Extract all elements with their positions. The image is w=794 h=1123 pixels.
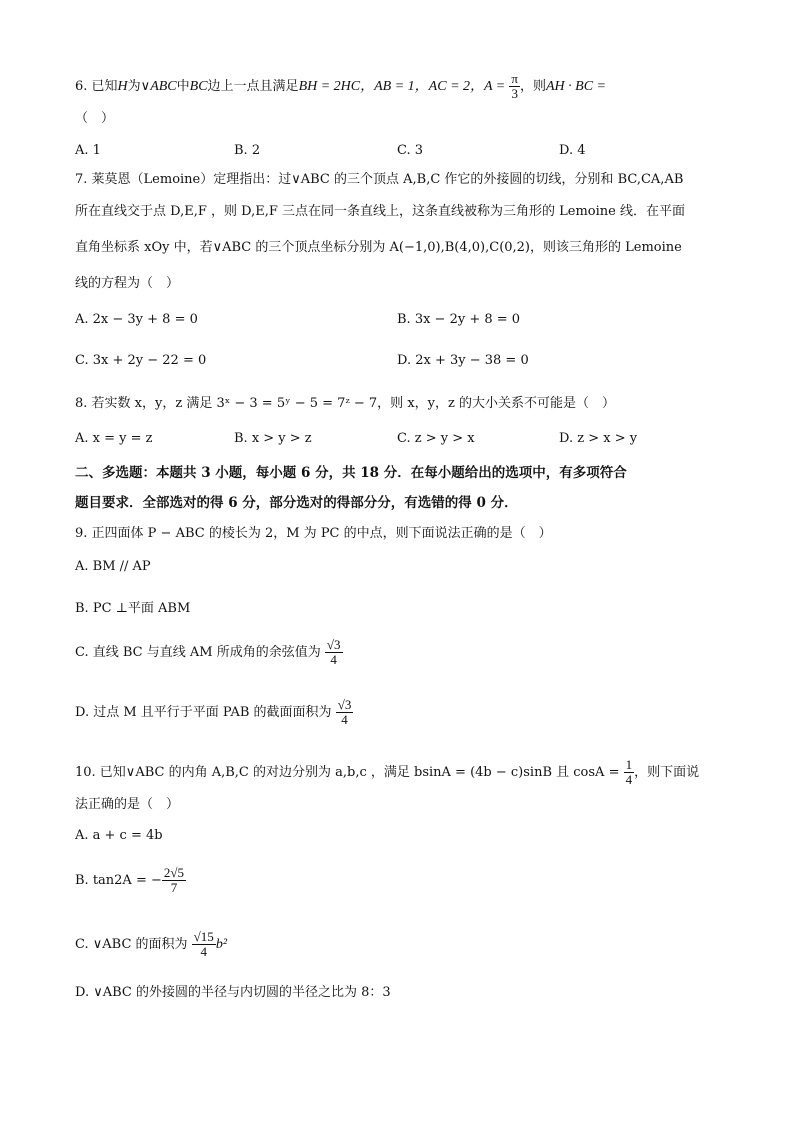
q7-line3: 直角坐标系 xOy 中，若∨ABC 的三个顶点坐标分别为 A(−1,0),B(4,0),C(0,2)，则该三角形的 Lemoine <box>75 240 682 255</box>
q6-text-b: 为∨ <box>127 79 151 94</box>
q9-line1: 9. 正四面体 P − ABC 的棱长为 2，M 为 PC 的中点，则下面说法正确的是（ ） <box>75 526 552 541</box>
q6-triangle: ABC <box>150 79 177 94</box>
q7-option-d: D. 2x + 3y − 38 = 0 <box>397 353 529 368</box>
q6-text-d: 边上一点且满足 <box>207 79 299 94</box>
q10-option-c <box>75 930 227 959</box>
q6-option-c: C. 3 <box>397 143 424 158</box>
q8-option-a: A. x = y = z <box>75 431 153 446</box>
q6-conditions: ，AB = 1，AC = 2，A = <box>360 79 506 94</box>
q9-option-c-den: 4 <box>330 652 337 667</box>
q9-option-c <box>75 638 343 667</box>
q8-option-b: B. x > y > z <box>234 431 312 446</box>
q10-line1 <box>75 758 699 787</box>
q6-vector-eq: BH = 2HC <box>298 79 361 94</box>
q10-cos-num: 1 <box>625 757 633 772</box>
q10-option-c-tail: b² <box>215 937 228 952</box>
q7-option-c: C. 3x + 2y − 22 = 0 <box>75 353 207 368</box>
q7-option-a: A. 2x − 3y + 8 = 0 <box>75 312 198 327</box>
q10-line1-tail: ，则下面说 <box>634 765 700 780</box>
q9-option-d-text: D. 过点 M 且平行于平面 PAB 的截面面积为 <box>75 705 332 720</box>
q10-line2: 法正确的是（ ） <box>75 797 180 812</box>
q9-option-a: A. BM // AP <box>75 559 151 574</box>
q10-option-c-den: 4 <box>200 944 207 959</box>
q9-option-c-fraction <box>325 638 343 667</box>
q6-text-c: 中 <box>176 79 190 94</box>
q6-option-b: B. 2 <box>234 143 261 158</box>
q10-option-c-fraction <box>192 930 216 959</box>
q7-line2: 所在直线交于点 D,E,F ，则 D,E,F 三点在同一条直线上，这条直线被称为三角形的 Lemoine 线．在平面 <box>75 204 685 219</box>
q9-option-d-num: √3 <box>337 697 352 712</box>
q7-line1: 7. 莱莫恩（Lemoine）定理指出：过∨ABC 的三个顶点 A,B,C 作它的外接圆的切线，分别和 BC,CA,AB <box>75 172 684 187</box>
q9-option-d-fraction <box>336 698 354 727</box>
section2-heading-line2: 题目要求．全部选对的得 6 分，部分选对的得部分分，有选错的得 0 分． <box>75 495 518 511</box>
q10-option-b-num: 2√5 <box>163 865 185 880</box>
q10-option-a: A. a + c = 4b <box>75 828 163 843</box>
q6-side: BC <box>189 79 208 94</box>
q10-cos-den: 4 <box>625 772 633 787</box>
q10-line1-text: 10. 已知∨ABC 的内角 A,B,C 的对边分别为 a,b,c ，满足 bsinA = (4b − c)sinB 且 cosA = <box>75 765 620 780</box>
q9-option-b: B. PC ⊥平面 ABM <box>75 601 191 616</box>
q6-point-h: H <box>117 79 128 94</box>
q6-text-a: 6. 已知 <box>75 79 118 94</box>
q10-cos-fraction <box>624 758 635 787</box>
q9-option-c-text: C. 直线 BC 与直线 AM 所成角的余弦值为 <box>75 645 321 660</box>
q6-three: 3 <box>511 86 518 101</box>
q10-option-c-text: C. ∨ABC 的面积为 <box>75 937 188 952</box>
q8-line1: 8. 若实数 x，y，z 满足 3ˣ − 3 = 5ʸ − 5 = 7ᶻ − 7，则 x，y，z 的大小关系不可能是（ ） <box>75 396 615 411</box>
q10-option-b-den: 7 <box>170 880 178 895</box>
q9-option-d <box>75 698 353 727</box>
q8-option-c: C. z > y > x <box>397 431 475 446</box>
q10-option-b-fraction <box>162 866 186 895</box>
q6-dot-product: AH · BC = <box>546 79 606 94</box>
q6-stem <box>75 72 606 101</box>
q10-option-d: D. ∨ABC 的外接圆的半径与内切圆的半径之比为 8：3 <box>75 985 391 1000</box>
q6-tail: ，则 <box>519 79 546 94</box>
q10-option-b-text: B. tan2A = − <box>75 873 162 888</box>
q6-pi: π <box>511 71 518 86</box>
q9-option-d-den: 4 <box>341 712 348 727</box>
q10-option-b <box>75 866 186 895</box>
q6-option-a: A. 1 <box>75 143 101 158</box>
q6-option-d: D. 4 <box>559 143 586 158</box>
q10-option-c-num: √15 <box>193 929 214 944</box>
q7-option-b: B. 3x − 2y + 8 = 0 <box>397 312 521 327</box>
section2-heading-line1: 二、多选题：本题共 3 小题，每小题 6 分，共 18 分．在每小题给出的选项中，有多项符合 <box>75 465 627 481</box>
q9-option-c-num: √3 <box>326 637 341 652</box>
q8-option-d: D. z > x > y <box>559 431 638 446</box>
q6-angle-fraction <box>509 72 520 101</box>
q7-line4: 线的方程为（ ） <box>75 276 180 291</box>
q6-paren: （ ） <box>75 111 115 126</box>
